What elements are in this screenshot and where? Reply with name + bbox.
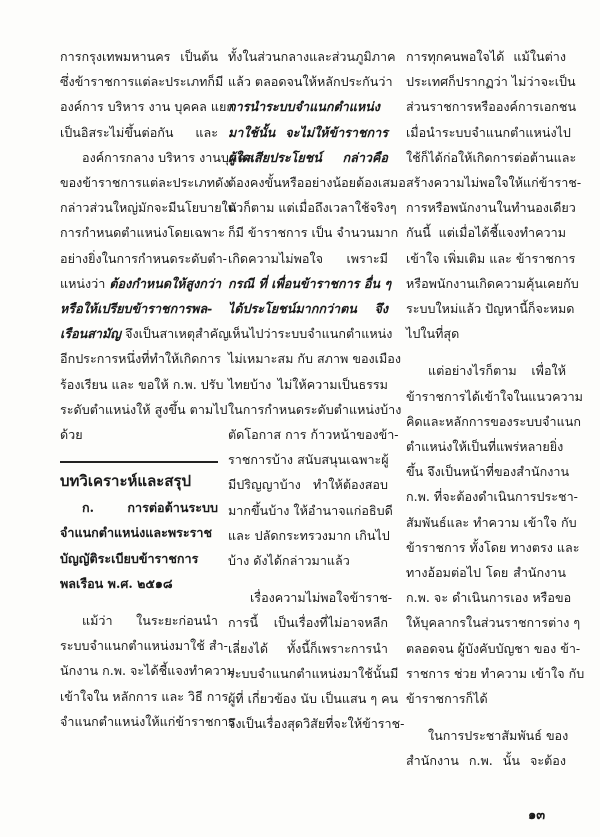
text-line: แล้ว ตลอดจนให้หลักประกันว่า: [228, 74, 393, 90]
text-line: แต่อย่างไรก็ตาม เพื่อให้: [428, 363, 566, 379]
emphasis-line: กรณี ที่ เพื่อนข้าราชการ อื่น ๆ: [228, 275, 392, 291]
text-line: การทุกคนพอใจได้ แม้ในต่าง: [406, 49, 566, 64]
text-line: ระดับตำแหน่งให้ สูงขึ้น ตามไป: [60, 401, 228, 417]
section-heading: บทวิเคราะห์และสรุป: [60, 461, 218, 495]
text-line: เลี่ยงได้ ทั้งนี้ก็เพราะการนำ: [228, 640, 388, 656]
emphasis-text: เรือนสามัญ: [60, 326, 122, 342]
paragraph-gap: [406, 711, 566, 723]
emphasis-line: การนำระบบจำแนกตำแหน่ง: [228, 99, 380, 115]
text-line: องค์การกลาง บริหาร งานบุคคล: [82, 149, 254, 165]
text-line: [60, 271, 222, 296]
text-line: ก็มี ข้าราชการ เป็น จำนวนมาก: [228, 225, 399, 241]
text-line: ระบบจำแนกตำแหน่งมาใช้นั้นมี: [228, 665, 399, 681]
subheading-line: ก. การต่อต้านระบบ: [82, 500, 218, 516]
text-line: เข้าใจใน หลักการ และ วิธี การ: [60, 688, 229, 704]
text-line: ระบบจำแนกตำแหน่งมาใช้ สำ-: [60, 638, 228, 654]
text-line: หรือพนักงานเกิดความคุ้นเคยกับ: [406, 275, 579, 291]
text-line: ข้าราชการได้เข้าใจในแนวความ: [406, 388, 583, 404]
text-line: ส่วนราชการหรือองค์การเอกชน: [406, 99, 577, 115]
text-line: ขึ้น จึงเป็นหน้าที่ของสำนักงาน: [406, 464, 570, 480]
text-line: กันนี้ แต่เมื่อได้ชี้แจงทำความ: [406, 225, 566, 241]
text-line: ทั้งในส่วนกลางและส่วนภูมิภาค: [228, 49, 396, 64]
text-line: ข้าราชการ ทั้งโดย ทางตรง และ: [406, 539, 580, 555]
text-line: ซึ่งข้าราชการแต่ละประเภทก็มี: [60, 74, 224, 90]
text-line: เป็นอิสระไม่ขึ้นต่อกัน และ: [60, 124, 218, 140]
text-line: ทางอ้อมต่อไป โดย สำนักงาน: [406, 565, 566, 581]
text-line: มากขึ้นบ้าง ให้อำนาจแก่อธิบดี: [228, 502, 393, 518]
emphasis-line: ได้ประโยชน์มากกว่าตน จึง: [228, 301, 388, 317]
text-line: เห็นไปว่าระบบจำแนกตำแหน่ง: [228, 326, 393, 342]
text-line: การกำหนดตำแหน่งโดยเฉพาะ: [60, 225, 226, 241]
subheading-line: พลเรือน พ.ศ. ๒๕๑๘: [60, 575, 173, 591]
text-line: คิดและหลักการของระบบจำแนก: [406, 413, 581, 429]
text-line: ข้าราชการก็ได้: [406, 691, 488, 707]
text-line: ตำแหน่งให้เป็นที่แพร่หลายยิ่ง: [406, 439, 564, 455]
text-line: อย่างยิ่งในการกำหนดระดับตำ-: [60, 250, 227, 266]
text-line: นักงาน ก.พ. จะได้ชี้แจงทำความ: [60, 663, 236, 679]
text-line: การกรุงเทพมหานคร เป็นต้น: [60, 49, 218, 64]
text-line: ตลอดจน ผู้บังคับบัญชา ของ ข้า-: [406, 640, 581, 656]
text-line: เมื่อนำระบบจำแนกตำแหน่งไป: [406, 124, 571, 140]
text-line: สร้างความไม่พอใจให้แก่ข้าราช-: [406, 175, 582, 191]
text-line: เข้าใจ เพิ่มเติม และ ข้าราชการ: [406, 250, 576, 266]
text-line: ผู้ที่ เกี่ยวข้อง นับ เป็นแสน ๆ คน: [228, 691, 399, 707]
emphasis-line: หรือให้เปรียบข้าราชการพล-: [60, 301, 213, 317]
subheading-line: บัญญัติระเบียบข้าราชการ: [60, 550, 199, 566]
text-fragment: จึงเป็นสาเหตุสำคัญ: [125, 326, 229, 342]
text-line: ของข้าราชการแต่ละประเภทดัง: [60, 175, 230, 191]
text-line: และ ปลัดกระทรวงมาก เกินไป: [228, 527, 390, 543]
text-line: สำนักงาน ก.พ. นั้น จะต้อง: [406, 753, 566, 769]
text-fragment: แหน่งว่า: [60, 275, 106, 291]
emphasis-line: ผู้ใดเสียประโยชน์ กล่าวคือ: [228, 149, 388, 165]
emphasis-text: ต้องกำหนดให้สูงกว่า: [109, 275, 222, 291]
column-2: [228, 44, 406, 736]
text-line: ระบบใหม่แล้ว ปัญหานี้ก็จะหมด: [406, 301, 575, 317]
text-line: บ้าง ดังได้กล่าวมาแล้ว: [228, 553, 350, 569]
text-line: เกิดความไม่พอใจ เพราะมี: [228, 250, 388, 266]
text-line: ในการประชาสัมพันธ์ ของ: [428, 728, 569, 744]
text-line: มีปริญญาบ้าง ทำให้ต้องสอบ: [228, 477, 388, 493]
text-line: ใช้ก็ได้ก่อให้เกิดการต่อต้านและ: [406, 149, 577, 165]
text-line: ร้องเรียน และ ขอให้ ก.พ. ปรับ: [60, 376, 224, 392]
text-line: จำแนกตำแหน่งให้แก่ข้าราชการ: [60, 713, 235, 729]
paragraph-gap: [228, 573, 388, 585]
text-line: จึงเป็นเรื่องสุดวิสัยที่จะให้ข้าราช-: [228, 716, 405, 732]
text-line: ไม่เหมาะสม กับ สภาพ ของเมือง: [228, 351, 401, 367]
text-line: การนี้ เป็นเรื่องที่ไม่อาจหลีก: [228, 615, 388, 631]
text-line: อีกประการหนึ่งที่ทำให้เกิดการ: [60, 351, 221, 367]
text-line: ราชการบ้าง สนับสนุนเฉพาะผู้: [228, 452, 389, 468]
column-3: [406, 44, 585, 774]
text-line: ไทยบ้าง ไม่ให้ความเป็นธรรม: [228, 376, 388, 392]
text-line: องค์การ บริหาร งาน บุคคล แยก: [60, 99, 235, 115]
emphasis-line: มาใช้นั้น จะไม่ให้ข้าราชการ: [228, 124, 388, 140]
text-line: ประเทศก็ปรากฏว่า ไม่ว่าจะเป็น: [406, 74, 576, 90]
text-line: ราชการ ช่วย ทำความ เข้าใจ กับ: [406, 665, 585, 681]
text-line: ด้วย: [60, 427, 83, 443]
text-line: ก.พ. จะ ดำเนินการเอง หรือขอ: [406, 590, 572, 606]
text-line: ไปในที่สุด: [406, 326, 460, 342]
text-line: แม้ว่า ในระยะก่อนนำ: [82, 613, 218, 629]
page-number: ๑๓: [528, 808, 546, 823]
text-line: กล่าวส่วนใหญ่มักจะมีนโยบายใน: [60, 200, 237, 216]
paragraph-gap: [406, 346, 566, 358]
text-line: ต้องคงขั้นหรืออย่างน้อยต้องเสมอ: [228, 175, 406, 191]
column-1: [60, 44, 254, 734]
text-line: ในการกำหนดระดับตำแหน่งบ้าง: [228, 401, 402, 417]
text-line: การหรือพนักงานในทำนองเดียว: [406, 200, 576, 216]
subheading-line: จำแนกตำแหน่งและพระราช: [60, 525, 213, 541]
paragraph-gap: [60, 596, 218, 608]
text-line: ตัดโอกาส การ ก้าวหน้าของข้า-: [228, 427, 399, 443]
text-line: สัมพันธ์และ ทำความ เข้าใจ กับ: [406, 514, 577, 530]
text-line: เรื่องความไม่พอใจข้าราช-: [250, 590, 392, 606]
text-line: [60, 321, 229, 346]
text-line: ก.พ. ที่จะต้องดำเนินการประชา-: [406, 489, 578, 505]
text-line: ให้บุคลากรในส่วนราชการต่าง ๆ: [406, 615, 581, 631]
text-line: ตัวก็ตาม แต่เมื่อถึงเวลาใช้จริงๆ: [228, 200, 397, 216]
